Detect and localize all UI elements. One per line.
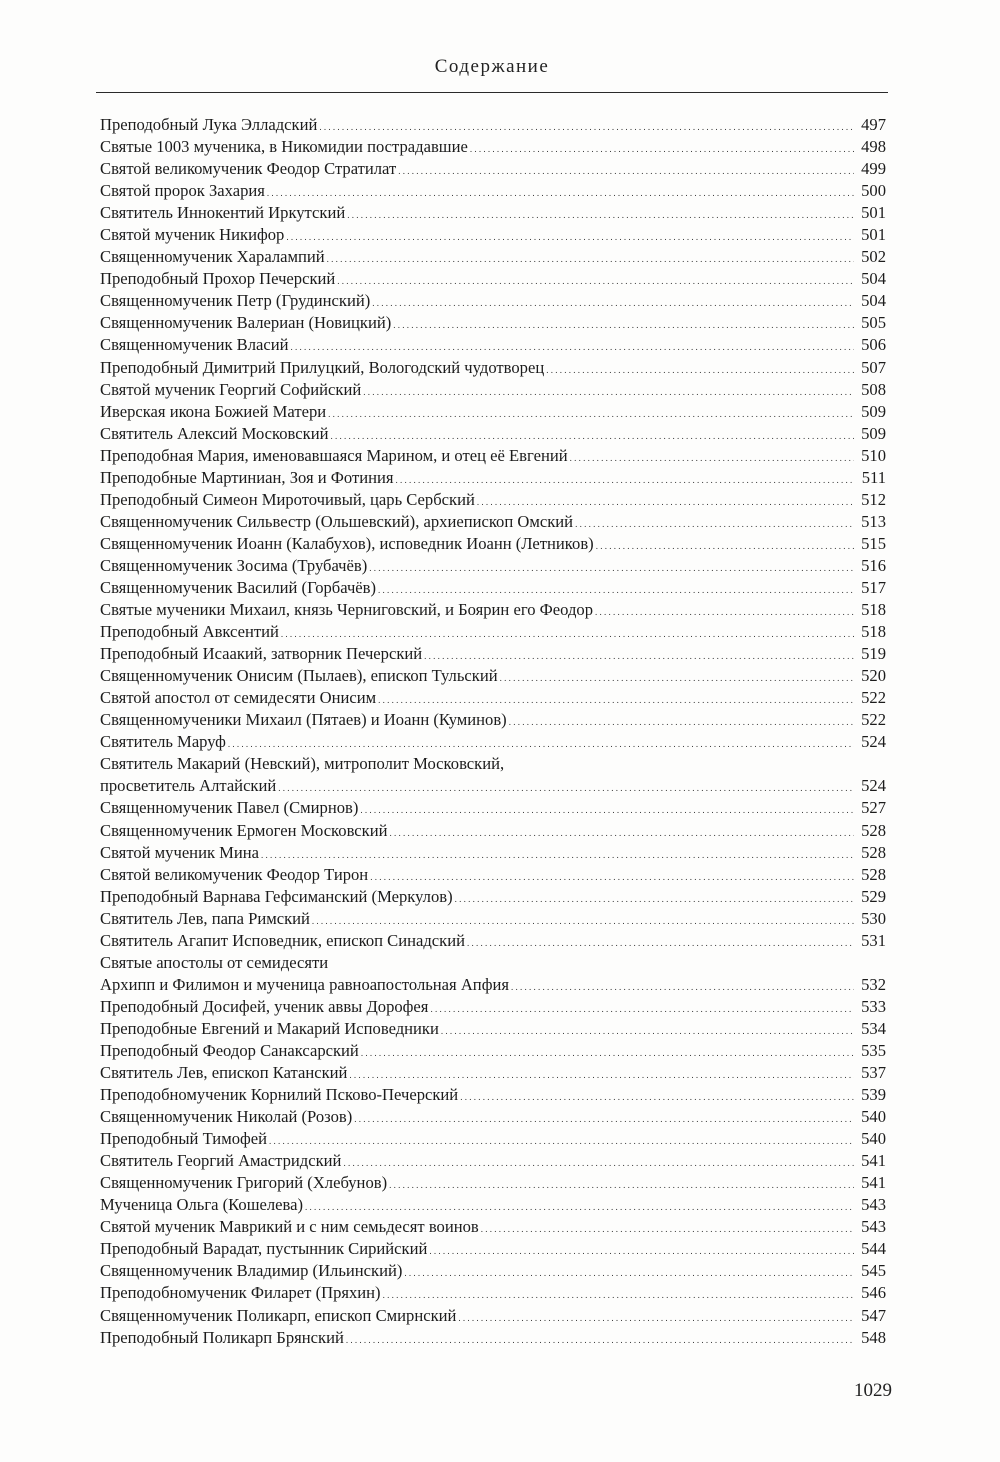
dot-leader xyxy=(460,1084,854,1106)
toc-entry-page: 518 xyxy=(861,622,886,642)
table-of-contents xyxy=(100,114,886,1349)
toc-entry-title: Святой апостол от семидесяти Онисим xyxy=(100,688,377,708)
dot-leader xyxy=(286,224,854,246)
toc-entry-page: 539 xyxy=(861,1085,886,1105)
toc-entry xyxy=(100,1172,886,1194)
toc-entry-page: 546 xyxy=(861,1283,886,1303)
toc-entry-line xyxy=(100,1062,886,1084)
toc-entry-title: Священномученик Иоанн (Калабухов), исповедник Иоанн (Летников) xyxy=(100,533,594,553)
dot-leader xyxy=(363,379,854,401)
dot-leader xyxy=(370,864,854,886)
dot-leader xyxy=(346,1327,854,1349)
toc-entry xyxy=(100,930,886,952)
dot-leader xyxy=(481,1216,854,1238)
toc-entry xyxy=(100,1106,886,1128)
toc-entry xyxy=(100,423,886,445)
dot-leader xyxy=(404,1260,854,1282)
toc-entry-page: 518 xyxy=(861,600,886,620)
toc-entry-line xyxy=(100,290,886,312)
toc-entry-page: 524 xyxy=(861,732,886,752)
toc-entry-page: 509 xyxy=(861,401,886,421)
dot-leader xyxy=(595,599,854,621)
toc-entry-title: Святой мученик Никифор xyxy=(100,225,285,245)
toc-entry xyxy=(100,753,886,797)
dot-leader xyxy=(319,114,854,136)
toc-entry-title: Преподобный Досифей, ученик аввы Дорофея xyxy=(100,996,429,1016)
toc-entry xyxy=(100,687,886,709)
toc-entry-page: 512 xyxy=(861,489,886,509)
toc-entry xyxy=(100,1216,886,1238)
toc-entry-title: Священномученик Владимир (Ильинский) xyxy=(100,1261,403,1281)
toc-entry-line xyxy=(100,423,886,445)
toc-entry-title: Иверская икона Божией Матери xyxy=(100,401,327,421)
dot-leader xyxy=(393,312,854,334)
dot-leader xyxy=(261,842,854,864)
toc-entry-title: Архипп и Филимон и мученица равноапостольная Апфия xyxy=(100,974,509,994)
toc-entry-title: Святитель Маруф xyxy=(100,732,226,752)
toc-entry-title: Преподобный Прохор Печерский xyxy=(100,269,336,289)
toc-entry-page: 510 xyxy=(861,445,886,465)
dot-leader xyxy=(430,996,854,1018)
dot-leader xyxy=(291,334,854,356)
toc-entry-title: Мученица Ольга (Кошелева) xyxy=(100,1195,304,1215)
toc-entry-line xyxy=(100,908,886,930)
dot-leader xyxy=(470,136,854,158)
toc-entry xyxy=(100,842,886,864)
toc-entry-title-first-line: Святые апостолы от семидесяти xyxy=(100,952,329,972)
toc-entry-page: 511 xyxy=(861,467,886,487)
toc-entry-title: Святитель Лев, папа Римский xyxy=(100,908,310,928)
toc-entry-page: 505 xyxy=(861,313,886,333)
toc-entry-title: Священномученик Николай (Розов) xyxy=(100,1107,353,1127)
toc-entry-line xyxy=(100,599,886,621)
toc-entry-title: Преподобная Мария, именовавшаяся Марином, и отец её Евгений xyxy=(100,445,568,465)
dot-leader xyxy=(383,1282,854,1304)
toc-entry-line xyxy=(100,158,886,180)
dot-leader xyxy=(349,1062,854,1084)
dot-leader xyxy=(575,511,854,533)
toc-entry xyxy=(100,864,886,886)
toc-entry-title: Святитель Лев, епископ Катанский xyxy=(100,1063,348,1083)
toc-entry-title: Преподобный Лука Элладский xyxy=(100,115,318,134)
toc-entry xyxy=(100,1305,886,1327)
toc-entry-page: 501 xyxy=(861,225,886,245)
toc-entry-line xyxy=(100,467,886,489)
toc-entry-page: 530 xyxy=(861,908,886,928)
toc-entry-page: 513 xyxy=(861,511,886,531)
toc-entry xyxy=(100,1238,886,1260)
toc-entry-title: Преподобный Варадат, пустынник Сирийский xyxy=(100,1239,428,1259)
toc-entry-line xyxy=(100,268,886,290)
dot-leader xyxy=(267,180,854,202)
toc-entry-page: 541 xyxy=(861,1173,886,1193)
dot-leader xyxy=(390,820,855,842)
toc-entry-page: 543 xyxy=(861,1217,886,1237)
dot-leader xyxy=(596,533,854,555)
toc-entry-line xyxy=(100,996,886,1018)
dot-leader xyxy=(477,489,854,511)
toc-entry-line xyxy=(100,180,886,202)
toc-entry xyxy=(100,511,886,533)
toc-entry-title: Преподобный Димитрий Прилуцкий, Вологодский чудотворец xyxy=(100,357,545,377)
toc-entry-page: 527 xyxy=(861,798,886,818)
toc-entry-page: 529 xyxy=(861,886,886,906)
toc-entry xyxy=(100,599,886,621)
toc-entry-title: Преподобные Мартиниан, Зоя и Фотиния xyxy=(100,467,394,487)
toc-entry-line xyxy=(100,1305,886,1327)
toc-entry-title: Священномученик Власий xyxy=(100,335,289,355)
toc-entry-line xyxy=(100,864,886,886)
dot-leader xyxy=(546,357,854,379)
toc-entry-line xyxy=(100,1128,886,1150)
dot-leader xyxy=(343,1150,854,1172)
dot-leader xyxy=(455,886,854,908)
toc-entry xyxy=(100,1282,886,1304)
toc-entry-line xyxy=(100,379,886,401)
toc-entry-line xyxy=(100,1216,886,1238)
dot-leader xyxy=(500,665,854,687)
toc-entry-line xyxy=(100,687,886,709)
dot-leader xyxy=(347,202,854,224)
toc-entry-title: Преподобный Симеон Мироточивый, царь Сербский xyxy=(100,489,475,509)
toc-entry-page: 532 xyxy=(861,974,886,994)
toc-entry xyxy=(100,312,886,334)
dot-leader xyxy=(327,246,854,268)
toc-entry-line xyxy=(100,1260,886,1282)
toc-entry xyxy=(100,467,886,489)
toc-entry-page: 509 xyxy=(861,423,886,443)
toc-entry-line xyxy=(100,312,886,334)
toc-entry-line xyxy=(100,136,886,158)
toc-entry-title: Преподобный Варнава Гефсиманский (Меркулов) xyxy=(100,886,453,906)
toc-entry-page: 499 xyxy=(861,159,886,179)
toc-entry xyxy=(100,180,886,202)
dot-leader xyxy=(389,1172,854,1194)
toc-entry-line xyxy=(100,886,886,908)
dot-leader xyxy=(330,423,854,445)
toc-entry-line xyxy=(100,1282,886,1304)
dot-leader xyxy=(269,1128,854,1150)
toc-entry-line xyxy=(100,1150,886,1172)
toc-entry xyxy=(100,401,886,423)
toc-entry xyxy=(100,136,886,158)
toc-entry-line xyxy=(100,621,886,643)
toc-entry xyxy=(100,577,886,599)
toc-entry-line xyxy=(100,731,886,753)
toc-entry-title: Святитель Агапит Исповедник, епископ Синадский xyxy=(100,930,465,950)
toc-entry-line xyxy=(100,1238,886,1260)
toc-entry xyxy=(100,665,886,687)
toc-entry-title: Святитель Георгий Амастридский xyxy=(100,1151,342,1171)
dot-leader xyxy=(511,974,854,996)
toc-entry-title: Святой мученик Мина xyxy=(100,842,260,862)
toc-entry-line xyxy=(100,489,886,511)
toc-entry-title: Священномученики Михаил (Пятаев) и Иоанн (Куминов) xyxy=(100,710,507,730)
dot-leader xyxy=(424,643,854,665)
toc-entry-page: 533 xyxy=(861,996,886,1016)
toc-entry-page: 506 xyxy=(861,335,886,355)
toc-entry-line xyxy=(100,401,886,423)
running-header-title: Содержание xyxy=(434,56,550,77)
toc-entry-title: Святой великомученик Феодор Тирон xyxy=(100,864,369,884)
toc-entry-line xyxy=(100,224,886,246)
toc-entry xyxy=(100,1150,886,1172)
toc-entry xyxy=(100,643,886,665)
toc-entry-page: 520 xyxy=(861,666,886,686)
toc-entry xyxy=(100,357,886,379)
toc-entry-line xyxy=(100,1084,886,1106)
toc-entry-page: 540 xyxy=(861,1129,886,1149)
toc-entry-title: Святитель Алексий Московский xyxy=(100,423,329,443)
toc-entry-page: 498 xyxy=(861,137,886,157)
toc-entry-page: 545 xyxy=(861,1261,886,1281)
dot-leader xyxy=(360,797,854,819)
toc-entry-line xyxy=(100,643,886,665)
toc-entry xyxy=(100,1084,886,1106)
toc-entry-line xyxy=(100,533,886,555)
toc-entry-line xyxy=(100,1106,886,1128)
dot-leader xyxy=(441,1018,854,1040)
toc-entry-line xyxy=(100,555,886,577)
dot-leader xyxy=(570,445,854,467)
toc-entry xyxy=(100,533,886,555)
toc-entry xyxy=(100,268,886,290)
dot-leader xyxy=(467,930,854,952)
dot-leader xyxy=(361,1040,854,1062)
toc-entry-line xyxy=(100,1018,886,1040)
toc-entry xyxy=(100,1260,886,1282)
toc-entry-title: Священномученик Петр (Грудинский) xyxy=(100,291,371,311)
toc-entry-page: 497 xyxy=(861,115,886,134)
toc-entry xyxy=(100,797,886,819)
toc-entry-page: 522 xyxy=(861,710,886,730)
dot-leader xyxy=(429,1238,854,1260)
toc-entry-title: Преподобные Евгений и Макарий Исповедники xyxy=(100,1018,439,1038)
toc-entry xyxy=(100,952,886,996)
toc-entry-page: 537 xyxy=(861,1063,886,1083)
toc-entry-title: Священномученик Харалампий xyxy=(100,247,325,267)
toc-entry-page: 504 xyxy=(861,269,886,289)
dot-leader xyxy=(378,687,854,709)
dot-leader xyxy=(369,555,854,577)
toc-entry-title: Святой мученик Георгий Софийский xyxy=(100,379,362,399)
toc-entry-page: 528 xyxy=(861,842,886,862)
toc-entry-page: 504 xyxy=(861,291,886,311)
toc-entry-line xyxy=(100,202,886,224)
toc-entry-page: 528 xyxy=(861,820,886,840)
dot-leader xyxy=(281,621,854,643)
toc-entry-line xyxy=(100,114,886,136)
toc-entry-title: Преподобный Феодор Санаксарский xyxy=(100,1040,359,1060)
toc-entry-page: 524 xyxy=(861,776,886,796)
dot-leader xyxy=(396,467,854,489)
toc-entry-line xyxy=(100,797,886,819)
toc-entry-page: 519 xyxy=(861,644,886,664)
toc-entry-title: Священномученик Григорий (Хлебунов) xyxy=(100,1173,388,1193)
toc-entry xyxy=(100,709,886,731)
toc-entry-page: 507 xyxy=(861,357,886,377)
toc-entry-title: Преподобномученик Корнилий Псково-Печерский xyxy=(100,1085,459,1105)
toc-entry-page: 548 xyxy=(861,1327,886,1347)
toc-entry-line xyxy=(100,577,886,599)
toc-entry-page: 535 xyxy=(861,1040,886,1060)
dot-leader xyxy=(354,1106,854,1128)
toc-entry-title: Святитель Иннокентий Иркутский xyxy=(100,203,346,223)
toc-entry xyxy=(100,158,886,180)
toc-entry-title: Святой пророк Захария xyxy=(100,181,265,201)
toc-entry-line xyxy=(100,974,886,996)
toc-entry-page: 502 xyxy=(861,247,886,267)
toc-entry-title: Священномученик Ермоген Московский xyxy=(100,820,388,840)
toc-entry xyxy=(100,334,886,356)
toc-entry xyxy=(100,908,886,930)
toc-entry xyxy=(100,224,886,246)
toc-entry-title-first-line: Святитель Макарий (Невский), митрополит Московский, xyxy=(100,754,505,774)
toc-entry-title: просветитель Алтайский xyxy=(100,776,277,796)
dot-leader xyxy=(398,158,854,180)
toc-entry-page: 515 xyxy=(861,533,886,553)
toc-entry-line xyxy=(100,1172,886,1194)
toc-entry-line xyxy=(100,820,886,842)
toc-entry-line xyxy=(100,842,886,864)
toc-entry xyxy=(100,445,886,467)
toc-entry xyxy=(100,1194,886,1216)
toc-entry-title: Преподобный Поликарп Брянский xyxy=(100,1327,344,1347)
toc-entry-page: 531 xyxy=(861,930,886,950)
toc-entry-line xyxy=(100,775,886,797)
toc-entry-line xyxy=(100,334,886,356)
dot-leader xyxy=(312,908,854,930)
toc-entry-title: Преподобный Тимофей xyxy=(100,1129,267,1149)
page-number: 1029 xyxy=(854,1380,892,1401)
dot-leader xyxy=(509,709,854,731)
dot-leader xyxy=(278,775,854,797)
toc-entry-page: 540 xyxy=(861,1107,886,1127)
toc-entry-page: 516 xyxy=(861,555,886,575)
toc-entry xyxy=(100,731,886,753)
toc-entry xyxy=(100,820,886,842)
dot-leader xyxy=(228,731,854,753)
toc-entry-title: Святые мученики Михаил, князь Черниговский, и Боярин его Феодор xyxy=(100,600,593,620)
toc-entry-line xyxy=(100,1040,886,1062)
dot-leader xyxy=(305,1194,854,1216)
toc-entry xyxy=(100,489,886,511)
dot-leader xyxy=(337,268,854,290)
toc-entry-title: Святой великомученик Феодор Стратилат xyxy=(100,159,397,179)
toc-entry xyxy=(100,621,886,643)
toc-entry-title: Священномученик Василий (Горбачёв) xyxy=(100,577,377,597)
toc-entry-line xyxy=(100,511,886,533)
toc-entry xyxy=(100,886,886,908)
toc-entry xyxy=(100,1327,886,1349)
toc-entry xyxy=(100,202,886,224)
toc-entry xyxy=(100,379,886,401)
toc-entry-page: 528 xyxy=(861,864,886,884)
toc-entry-title: Преподобномученик Филарет (Пряхин) xyxy=(100,1283,381,1303)
toc-entry xyxy=(100,996,886,1018)
toc-entry-page: 547 xyxy=(861,1305,886,1325)
toc-entry-title: Священномученик Сильвестр (Ольшевский), архиепископ Омский xyxy=(100,511,574,531)
toc-entry-title: Священномученик Павел (Смирнов) xyxy=(100,798,359,818)
toc-entry xyxy=(100,1018,886,1040)
dot-leader xyxy=(328,401,854,423)
toc-entry-title: Святой мученик Маврикий и с ним семьдесят воинов xyxy=(100,1217,479,1237)
toc-entry-page: 508 xyxy=(861,379,886,399)
toc-entry-title: Священномученик Зосима (Трубачёв) xyxy=(100,555,368,575)
toc-entry-title: Священномученик Онисим (Пылаев), епископ Тульский xyxy=(100,666,498,686)
dot-leader xyxy=(458,1305,854,1327)
toc-entry-line xyxy=(100,1327,886,1349)
header-rule xyxy=(96,92,888,93)
toc-entry-page: 500 xyxy=(861,181,886,201)
toc-entry-page: 543 xyxy=(861,1195,886,1215)
toc-entry-title: Святые 1003 мученика, в Никомидии пострадавшие xyxy=(100,137,468,157)
toc-entry xyxy=(100,1128,886,1150)
toc-entry-title: Священномученик Валериан (Новицкий) xyxy=(100,313,392,333)
toc-entry xyxy=(100,1062,886,1084)
toc-entry-title: Священномученик Поликарп, епископ Смирнский xyxy=(100,1305,457,1325)
dot-leader xyxy=(372,290,854,312)
toc-entry xyxy=(100,114,886,136)
toc-entry xyxy=(100,246,886,268)
toc-entry-page: 544 xyxy=(861,1239,886,1259)
dot-leader xyxy=(378,577,854,599)
toc-entry-page: 517 xyxy=(861,577,886,597)
toc-entry-page: 501 xyxy=(861,203,886,223)
toc-entry-page: 534 xyxy=(861,1018,886,1038)
toc-entry-line xyxy=(100,930,886,952)
toc-entry xyxy=(100,555,886,577)
toc-entry-page: 522 xyxy=(861,688,886,708)
toc-entry-title: Преподобный Авксентий xyxy=(100,622,279,642)
toc-entry-line xyxy=(100,357,886,379)
toc-entry xyxy=(100,290,886,312)
toc-entry-title: Преподобный Исаакий, затворник Печерский xyxy=(100,644,423,664)
toc-entry-page: 541 xyxy=(861,1151,886,1171)
toc-entry xyxy=(100,1040,886,1062)
toc-entry-line xyxy=(100,246,886,268)
toc-entry-line xyxy=(100,1194,886,1216)
toc-entry-line xyxy=(100,709,886,731)
toc-entry-line xyxy=(100,665,886,687)
toc-entry-line xyxy=(100,445,886,467)
